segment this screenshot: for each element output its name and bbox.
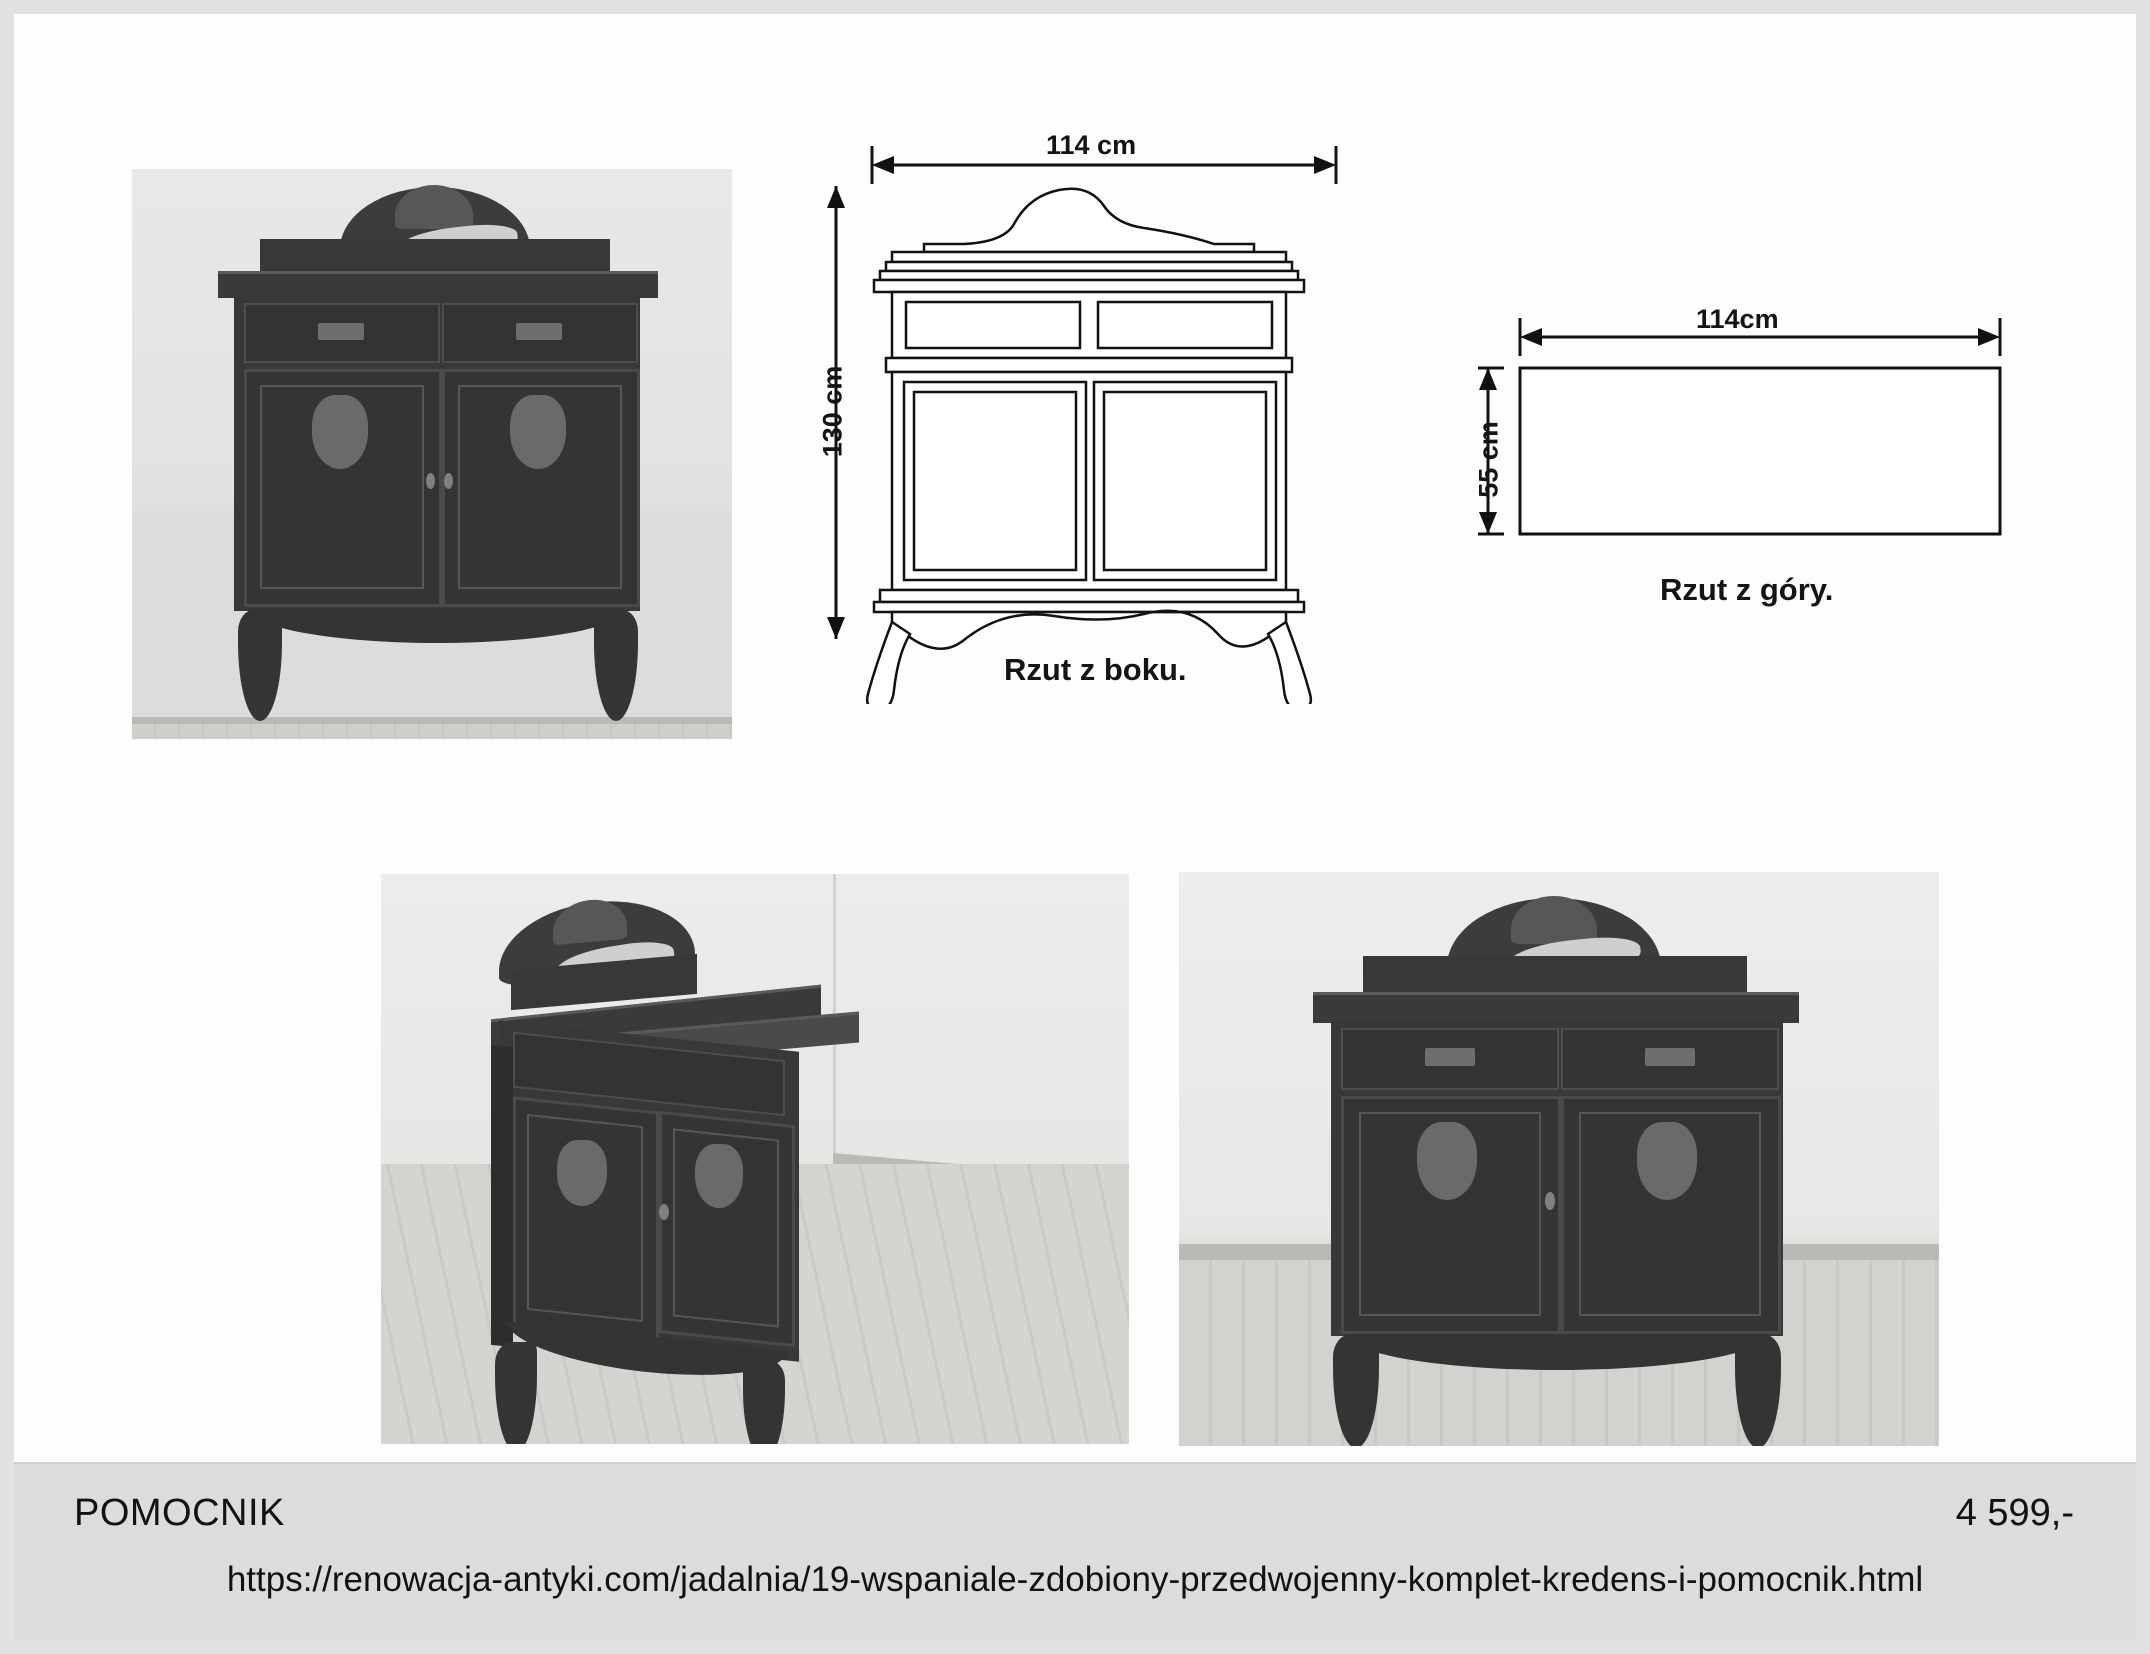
- top-view-svg: [1474, 304, 2034, 724]
- door-keyhole: [659, 1204, 669, 1220]
- top-view-caption: Rzut z góry.: [1660, 572, 1834, 607]
- leg-front-right: [743, 1360, 785, 1444]
- side-elevation-drawing: [814, 124, 1414, 704]
- door-left-keyhole: [1545, 1192, 1555, 1210]
- drawer-left-handle: [318, 323, 364, 340]
- cabinet-apron: [250, 609, 624, 643]
- side-view-caption: Rzut z boku.: [1004, 652, 1187, 687]
- door-right-grape-carving: [1637, 1122, 1697, 1200]
- footer-bar: [14, 1462, 2136, 1640]
- cabinet-illustration-front2: [1279, 892, 1839, 1437]
- side-height-label: 130 cm: [817, 365, 848, 458]
- door-left-grape-carving: [1417, 1122, 1477, 1200]
- product-url-link[interactable]: https://renowacja-antyki.com/jadalnia/19-wspaniale-zdobiony-przedwojenny-komplet-kredens-i-pomocnik.html: [226, 1560, 1924, 1599]
- top-depth-label: 55 cm: [1473, 421, 1504, 498]
- top-view-drawing: [1474, 304, 2034, 724]
- front-view-photo: [132, 169, 732, 739]
- door-left-grape-carving: [312, 395, 368, 469]
- product-name: POMOCNIK: [74, 1492, 285, 1534]
- door-left-grape-carving: [557, 1140, 607, 1206]
- side-width-label: 114 cm: [1046, 130, 1137, 160]
- cabinet-top: [1313, 992, 1799, 1023]
- angled-view-photo: [381, 874, 1129, 1444]
- top-width-label: 114cm: [1696, 304, 1779, 334]
- door-right-grape-carving: [510, 395, 566, 469]
- side-elevation-svg: [814, 124, 1414, 704]
- document-sheet: [14, 14, 2136, 1640]
- drawer-right-handle: [516, 323, 562, 340]
- product-price: 4 599,-: [1955, 1492, 2074, 1534]
- front-view-photo-2: [1179, 872, 1939, 1446]
- leg-left: [238, 609, 282, 721]
- cabinet-illustration-angled: [491, 896, 1051, 1436]
- cabinet-illustration: [190, 179, 690, 734]
- door-right-grape-carving: [695, 1144, 743, 1208]
- door-left-keyhole: [426, 473, 435, 489]
- door-right-keyhole: [444, 473, 453, 489]
- leg-left: [1333, 1334, 1379, 1446]
- cabinet-top: [218, 271, 658, 298]
- leg-right: [594, 609, 638, 721]
- drawer-left-handle: [1425, 1048, 1475, 1066]
- cabinet-side-panel: [491, 1045, 513, 1347]
- cabinet-apron: [1347, 1334, 1767, 1370]
- leg-front-left: [495, 1342, 537, 1444]
- leg-right: [1735, 1334, 1781, 1446]
- drawer-right-handle: [1645, 1048, 1695, 1066]
